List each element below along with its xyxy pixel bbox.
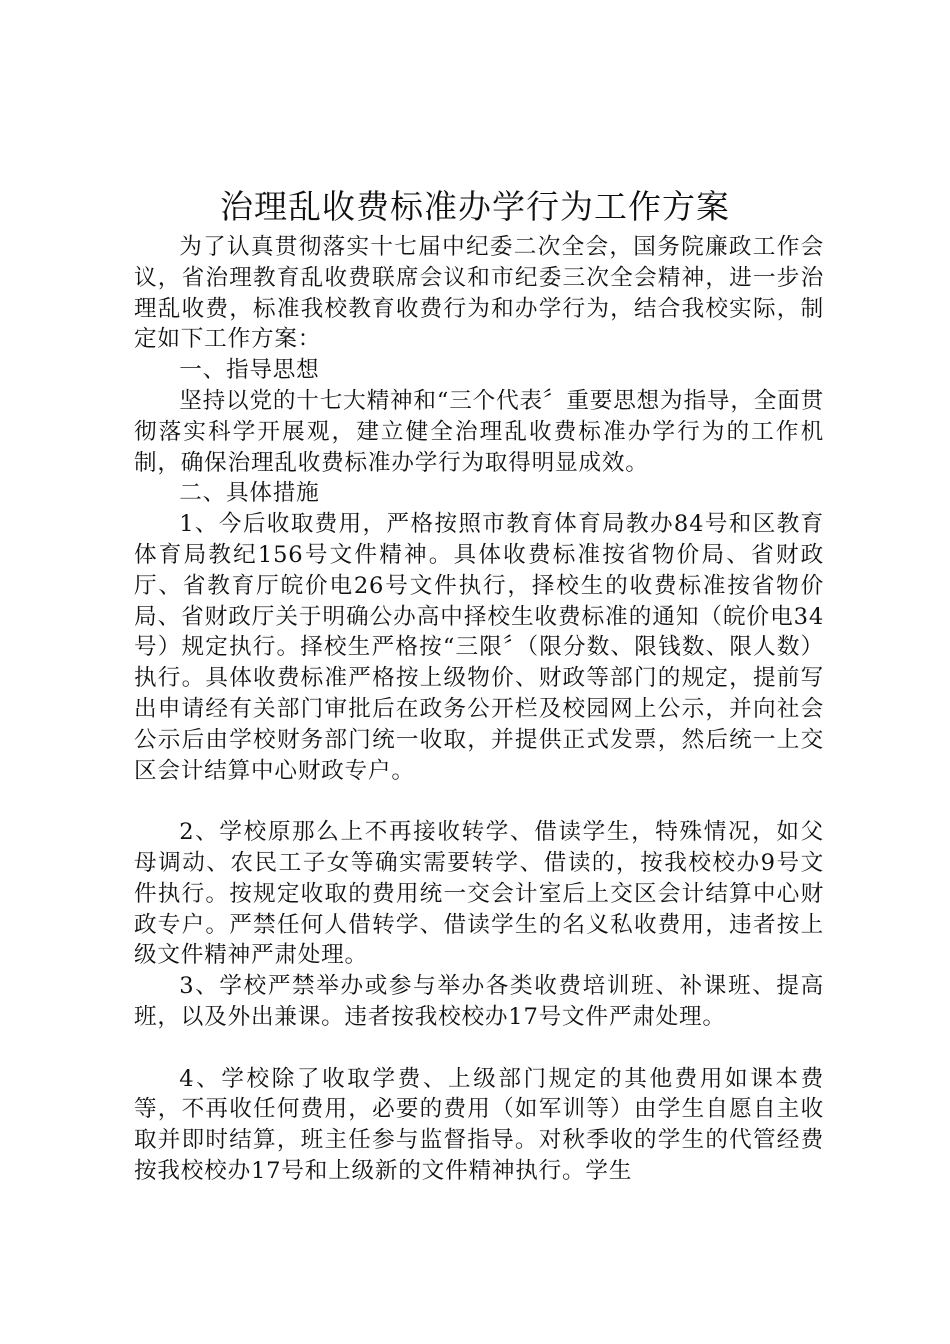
- section-heading-specific-measures: 二、具体措施: [179, 480, 320, 507]
- measure-4-paragraph: 4、学校除了收取学费、上级部门规定的其他费用如课本费等，不再收任何费用，必要的费用（如军训等）由学生自愿自主收取并即时结算，班主任参与监督指导。对秋季收的学生的代管经费按我校校办17号和上级新的文件精神执行。学生: [134, 1065, 824, 1184]
- guiding-ideology-paragraph: 坚持以党的十七大精神和“三个代表〞重要思想为指导，全面贯彻落实科学开展观，建立健全治理乱收费标准办学行为的工作机制，确保治理乱收费标准办学行为取得明显成效。: [134, 387, 824, 476]
- measure-2-paragraph: 2、学校原那么上不再接收转学、借读学生，特殊情况，如父母调动、农民工子女等确实需要转学、借读的，按我校校办9号文件执行。按规定收取的费用统一交会计室后上交区会计结算中心财政专户。严禁任何人借转学、借读学生的名义私收费用，违者按上级文件精神严肃处理。: [134, 819, 824, 969]
- intro-paragraph: 为了认真贯彻落实十七届中纪委二次全会，国务院廉政工作会议，省治理教育乱收费联席会议和市纪委三次全会精神，进一步治理乱收费，标准我校教育收费行为和办学行为，结合我校实际，制定如下工作方案：: [134, 234, 824, 353]
- measure-1-paragraph: 1、今后收取费用，严格按照市教育体育局教办84号和区教育体育局教纪156号文件精神。具体收费标准按省物价局、省财政厅、省教育厅皖价电26号文件执行，择校生的收费标准按省物价局、省财政厅关于明确公办高中择校生收费标准的通知（皖价电34号）规定执行。择校生严格按“三限〞（限分数、限钱数、限人数）执行。具体收费标准严格按上级物价、财政等部门的规定，提前写出申请经有关部门审批后在政务公开栏及校园网上公示，并向社会公示后由学校财务部门统一收取，并提供正式发票，然后统一上交区会计结算中心财政专户。: [134, 511, 824, 784]
- document-body: [134, 232, 824, 1187]
- measure-3-paragraph: 3、学校严禁举办或参与举办各类收费培训班、补课班、提高班，以及外出兼课。违者按我校校办17号文件严肃处理。: [134, 973, 824, 1030]
- document-title: 治理乱收费标准办学行为工作方案: [220, 187, 730, 226]
- section-heading-guiding-ideology: 一、指导思想: [179, 357, 320, 384]
